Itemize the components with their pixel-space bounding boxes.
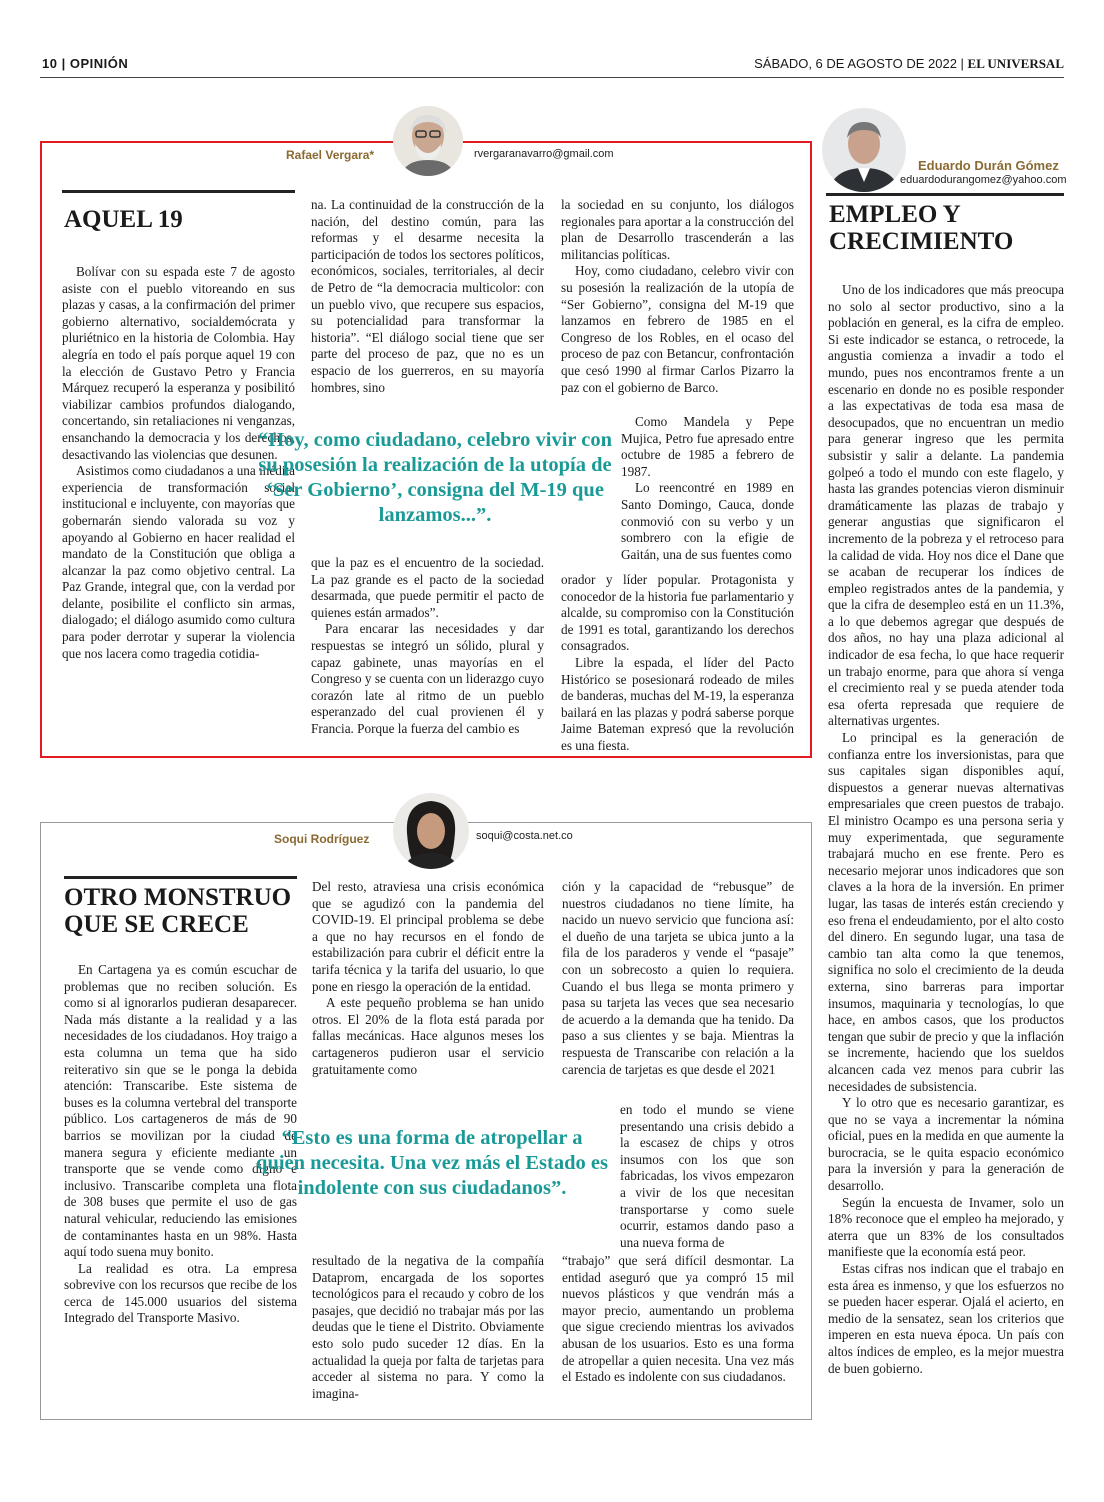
article-title: EMPLEO Y CRECIMIENTO — [829, 201, 1014, 255]
paragraph: En Cartagena ya es común escuchar de problemas que no reciben solución. Es como si al ignorarlos pudieran desaparecer. Nada más distante a la realidad y a las necesidades de los ciudadanos. Hoy traigo a esta columna un tema que ha sido reiterativo sin que se le ponga la debida atención: Transcaribe. Este sistema de buses es la columna vertebral del transporte público. Los cartageneros de más de 90 barrios se movilizan por la ciudad de manera segura y eficiente mediante un transporte que se vende como digno e inclusivo. Transcaribe completa una flota de 308 buses que permite el uso de gas natural vehicular, reduciendo las emisiones de contaminantes hasta en un 98%. Hasta aquí todo suena muy bonito. — [64, 962, 297, 1260]
paragraph: que la paz es el encuentro de la sociedad. La paz grande es el pacto de la sociedad desarmada, que puede permitir el pacto de quienes están armados”. — [311, 555, 544, 620]
paragraph: Lo reencontré en 1989 en Santo Domingo, Cauca, donde conmovió con su verbo y un sombrero con la efigie de Gaitán, una de sus fuentes como — [621, 480, 794, 562]
paragraph: en todo el mundo se viene presentando una crisis debido a la escasez de chips y otros insumos con los que son fabricadas, los vivos empezaron a vivir de los que necesitan transportarse y como suele ocurrir, estamos dando paso a una nueva forma de — [620, 1102, 794, 1250]
paragraph: Para encarar las necesidades y dar respuestas se integró un sólido, plural y capaz gabinete, unas mayorías en el Congreso y se cuenta con un liderazgo cuyo corazón late al ritmo de un pueblo esperanzado del cual provienen él y Francia. Porque la fuerza del cambio es — [311, 621, 544, 736]
page-date-label: SÁBADO, 6 DE AGOSTO DE 2022 | EL UNIVERSAL — [754, 56, 1064, 71]
article-column-3-top — [562, 879, 794, 1078]
author-email: eduardodurangomez@yahoo.com — [900, 174, 1067, 186]
paragraph: La realidad es otra. La empresa sobrevive con los recursos que recibe de los cerca de 145.000 usuarios del sistema Integrado del Transporte Masivo. — [64, 1260, 297, 1326]
author-photo-rafael-vergara — [393, 106, 463, 176]
article-column-3-middle — [621, 414, 794, 563]
author-photo-soqui-rodriguez — [393, 793, 469, 869]
author-email: rvergaranavarro@gmail.com — [474, 148, 614, 160]
article-title: AQUEL 19 — [64, 206, 183, 233]
paragraph: Lo principal es la generación de confianza entre los inversionistas, para que sus capitales sigan disponibles aquí, dispuestos a generar nuevas alternativas empresariales que creen puestos de trabajo. El ministro Ocampo es una persona seria y muy experimentada, que seguramente trabajará mucho en ese frente. Pero es necesario mejorar unos indicadores que son claves a la hora de la inversión. En primer lugar, las tasas de interés están creciendo y eso frena el endeudamiento, por el alto costo del dinero. En segundo lugar, una tasa de cambio tan alta como la que tenemos, significa no solo el crecimiento de la deuda externa, sino barreras para importar insumos, maquinaria y tecnologías, lo que hace, en ambos casos, que los productos tengan que subir de precio y que la inflación se incremente, haciendo que los sueldos alcancen cada vez menos para cubrir las necesidades de subsistencia. — [828, 730, 1064, 1094]
paragraph: Asistimos como ciudadanos a una inédita experiencia de transformación social institucional e incluyente, con mayorías que gobernarán siendo valorada su voz y apoyando al Gobierno en hacer realidad el mandato de la Constitución que obliga a alcanzar la paz como objetivo central. La Paz Grande, integral que, con la verdad por delante, posibilite el conflicto sin armas, dialogado; el diálogo asumido como cultura para poder derrotar y superar la violencia que nos lacera como tragedia cotidia- — [62, 463, 295, 661]
author-name: Soqui Rodríguez — [274, 832, 370, 846]
article-column — [828, 282, 1064, 1377]
article-column-3-bottom — [561, 572, 794, 755]
paragraph: na. La continuidad de la construcción de la nación, del destino común, para las reformas y el desarme necesita la participación de todos los sectores políticos, económicos, sociales, territoriales, al decir de Petro de “la democracia multicolor: con un pueblo vivo, que recupere sus espacios, su potencialidad para transformar la historia”. “El diálogo social tiene que ser parte del proceso de paz, que no es un espacio de los guerreros, en su mayoría hombres, sino — [311, 197, 544, 395]
paragraph: ción y la capacidad de “rebusque” de nuestros ciudadanos no tiene límite, ha nacido un nuevo servicio que funciona así: el dueño de una tarjeta se ubica junto a la fila de los paraderos y vende el “pasaje” con un sobrecosto a quien lo requiera. Cuando el bus llega se monta primero y pasa su tarjeta las veces que sea necesario de acuerdo a la demanda que ha tenido. Da paso a sus clientes y se baja. Mientras la respuesta de Transcaribe con relación a la carencia de tarjetas es que desde el 2021 — [562, 879, 794, 1077]
author-name: Eduardo Durán Gómez — [918, 158, 1059, 173]
paragraph: Estas cifras nos indican que el trabajo en esta área es inmenso, y que los esfuerzos no se pueden hacer esperar. Ojalá el acierto, en medio de la sensatez, sean los criterios que imperen en esta nueva época. Un país con altos índices de empleo, es la mejor muestra de buen gobierno. — [828, 1261, 1064, 1376]
paragraph: Libre la espada, el líder del Pacto Histórico se posesionará rodeado de miles de banderas, muchas del M-19, la esperanza bailará en las plazas y podrá saberse porque Jaime Bateman expresó que la revolución es una fiesta. — [561, 654, 794, 753]
article-column-3-top — [561, 197, 794, 396]
paragraph: Y lo otro que es necesario garantizar, es que no se vaya a incrementar la nómina oficial, pues en la medida en que aumente la burocracia, se le quita espacio económico para la inversión y para la generación de desarrollo. — [828, 1095, 1064, 1194]
newspaper-name: EL UNIVERSAL — [967, 56, 1064, 71]
title-rule — [62, 190, 295, 193]
paragraph: la sociedad en su conjunto, los diálogos regionales para aportar a la construcción del plan de Desarrollo trascenderán a las militancias políticas. — [561, 197, 794, 262]
paragraph: Uno de los indicadores que más preocupa no solo al sector productivo, sino a la población en general, es la cifra de empleo. Si este indicador se estanca, o retrocede, la angustia comienza a invadir a todo el mundo, pues nos encontramos frente a un escenario en donde no es posible responder a las expectativas de toda esa masa de desocupados, que no encuentran un medio para generar ingreso que les permita subsistir y salir a delante. La pandemia golpeó a todo el mundo con este flagelo, y hasta las grandes potencias vieron disminuir dramáticamente las plazas de trabajo y generar angustias que significaron el incremento de la pobreza y el retroceso para la calidad de vida. Hoy nos dice el Dane que se acaban de recuperar los índices de empleo registrados antes de la pandemia, y que la cifra de desempleo está en un 11.3%, a lo que debemos agregar que después de dos años, no hay una plaza adicional al indicador de esa fecha, lo que hace requerir un trabajo enorme, para que ahora sí venga el crecimiento real y se pueda atender toda esa oferta represada que requiere de alternativas urgentes. — [828, 282, 1064, 729]
paragraph: orador y líder popular. Protagonista y conocedor de la historia fue parlamentario y alcalde, su compromiso con la Constitución de 1991 es total, garantizando los derechos consagrados. — [561, 572, 794, 654]
paragraph: Del resto, atraviesa una crisis económica que se agudizó con la pandemia del COVID-19. El principal problema se debe a que no hay recursos en el fondo de estabilización para cubrir el déficit entre la tarifa técnica y la tarifa del usuario, lo que pone en riesgo la operación de la entidad. — [312, 879, 544, 994]
article-column-2-top — [312, 879, 544, 1078]
author-email: soqui@costa.net.co — [476, 830, 573, 842]
article-column-3-bottom — [562, 1253, 794, 1386]
pull-quote: “Hoy, como ciudadano, celebro vivir con su posesión la realización de la utopía de ‘Ser Gobierno’, consigna del M-19 que lanzamos...”. — [257, 429, 612, 526]
paragraph: A este pequeño problema se han unido otros. El 20% de la flota está parada por fallas mecánicas. Hace algunos meses los cartageneros pudieron usar el servicio gratuitamente como — [312, 995, 544, 1077]
article-column-2-bottom — [312, 1253, 544, 1402]
paragraph: resultado de la negativa de la compañía Dataprom, encargada de los soportes tecnológicos para el recaudo y cobro de los pasajes, que decidió no trabajar más por las deudas que le tiene el Distrito. Obviamente esto solo pudo suceder 12 días. En la actualidad la queja por falta de tarjetas para acceder al sistema no para. Y como la imagina- — [312, 1253, 544, 1401]
author-photo-eduardo-duran-gomez — [822, 108, 906, 192]
pull-quote: “Esto es una forma de atropellar a quien necesita. Una vez más el Estado es indolente con sus ciudadanos”. — [256, 1127, 608, 1199]
page-section-label: 10 | OPINIÓN — [42, 56, 129, 71]
article-title: OTRO MONSTRUO QUE SE CRECE — [64, 884, 292, 938]
author-name: Rafael Vergara* — [286, 148, 375, 162]
paragraph: Hoy, como ciudadano, celebro vivir con su posesión la realización de la utopía de “Ser Gobierno”, consigna del M-19 que lanzamos en febrero de 1985 en el Congreso de los Robles, en el ocaso del proceso de paz con Betancur, confrontación que cesó 1990 al firmar Carlos Pizarro la paz con el gobierno de Barco. — [561, 263, 794, 395]
paragraph: Según la encuesta de Invamer, solo un 18% reconoce que el empleo ha mejorado, y aterra que un 83% de los consultados manifieste que la economía está peor. — [828, 1194, 1064, 1260]
title-rule — [826, 193, 1064, 196]
article-column-2-top — [311, 197, 544, 396]
paragraph: “trabajo” que será difícil desmontar. La entidad aseguró que ya compró 15 mil nuevos plásticos y que vendrán más a mayor precio, aumentando un problema que sigue creciendo mientras los avivados abusan de los usuarios. Esto es una forma de atropellar a quien necesita. Una vez más el Estado es indolente con sus ciudadanos. — [562, 1253, 794, 1385]
header-rule — [40, 77, 1064, 78]
article-column-2-bottom — [311, 555, 544, 738]
paragraph: Bolívar con su espada este 7 de agosto asiste con el pueblo vitoreando en sus plazas y casas, a la confirmación del primer gobierno alternativo, socialdemócrata y pluriétnico en la historia de Colombia. Hay alegría en todo el país porque aquel 19 con la elección de Gustavo Petro y Francia Márquez recuperó la esperanza y posibilitó viabilizar cambios profundos dialogando, concertando, sin retaliaciones ni venganzas, ensanchando la democracia y los derechos, desactivando las violencias que desunen. — [62, 264, 295, 462]
paragraph: Como Mandela y Pepe Mujica, Petro fue apresado entre octubre de 1985 a febrero de 1987. — [621, 414, 794, 479]
title-rule — [64, 876, 297, 879]
article-column-3-middle — [620, 1102, 794, 1251]
